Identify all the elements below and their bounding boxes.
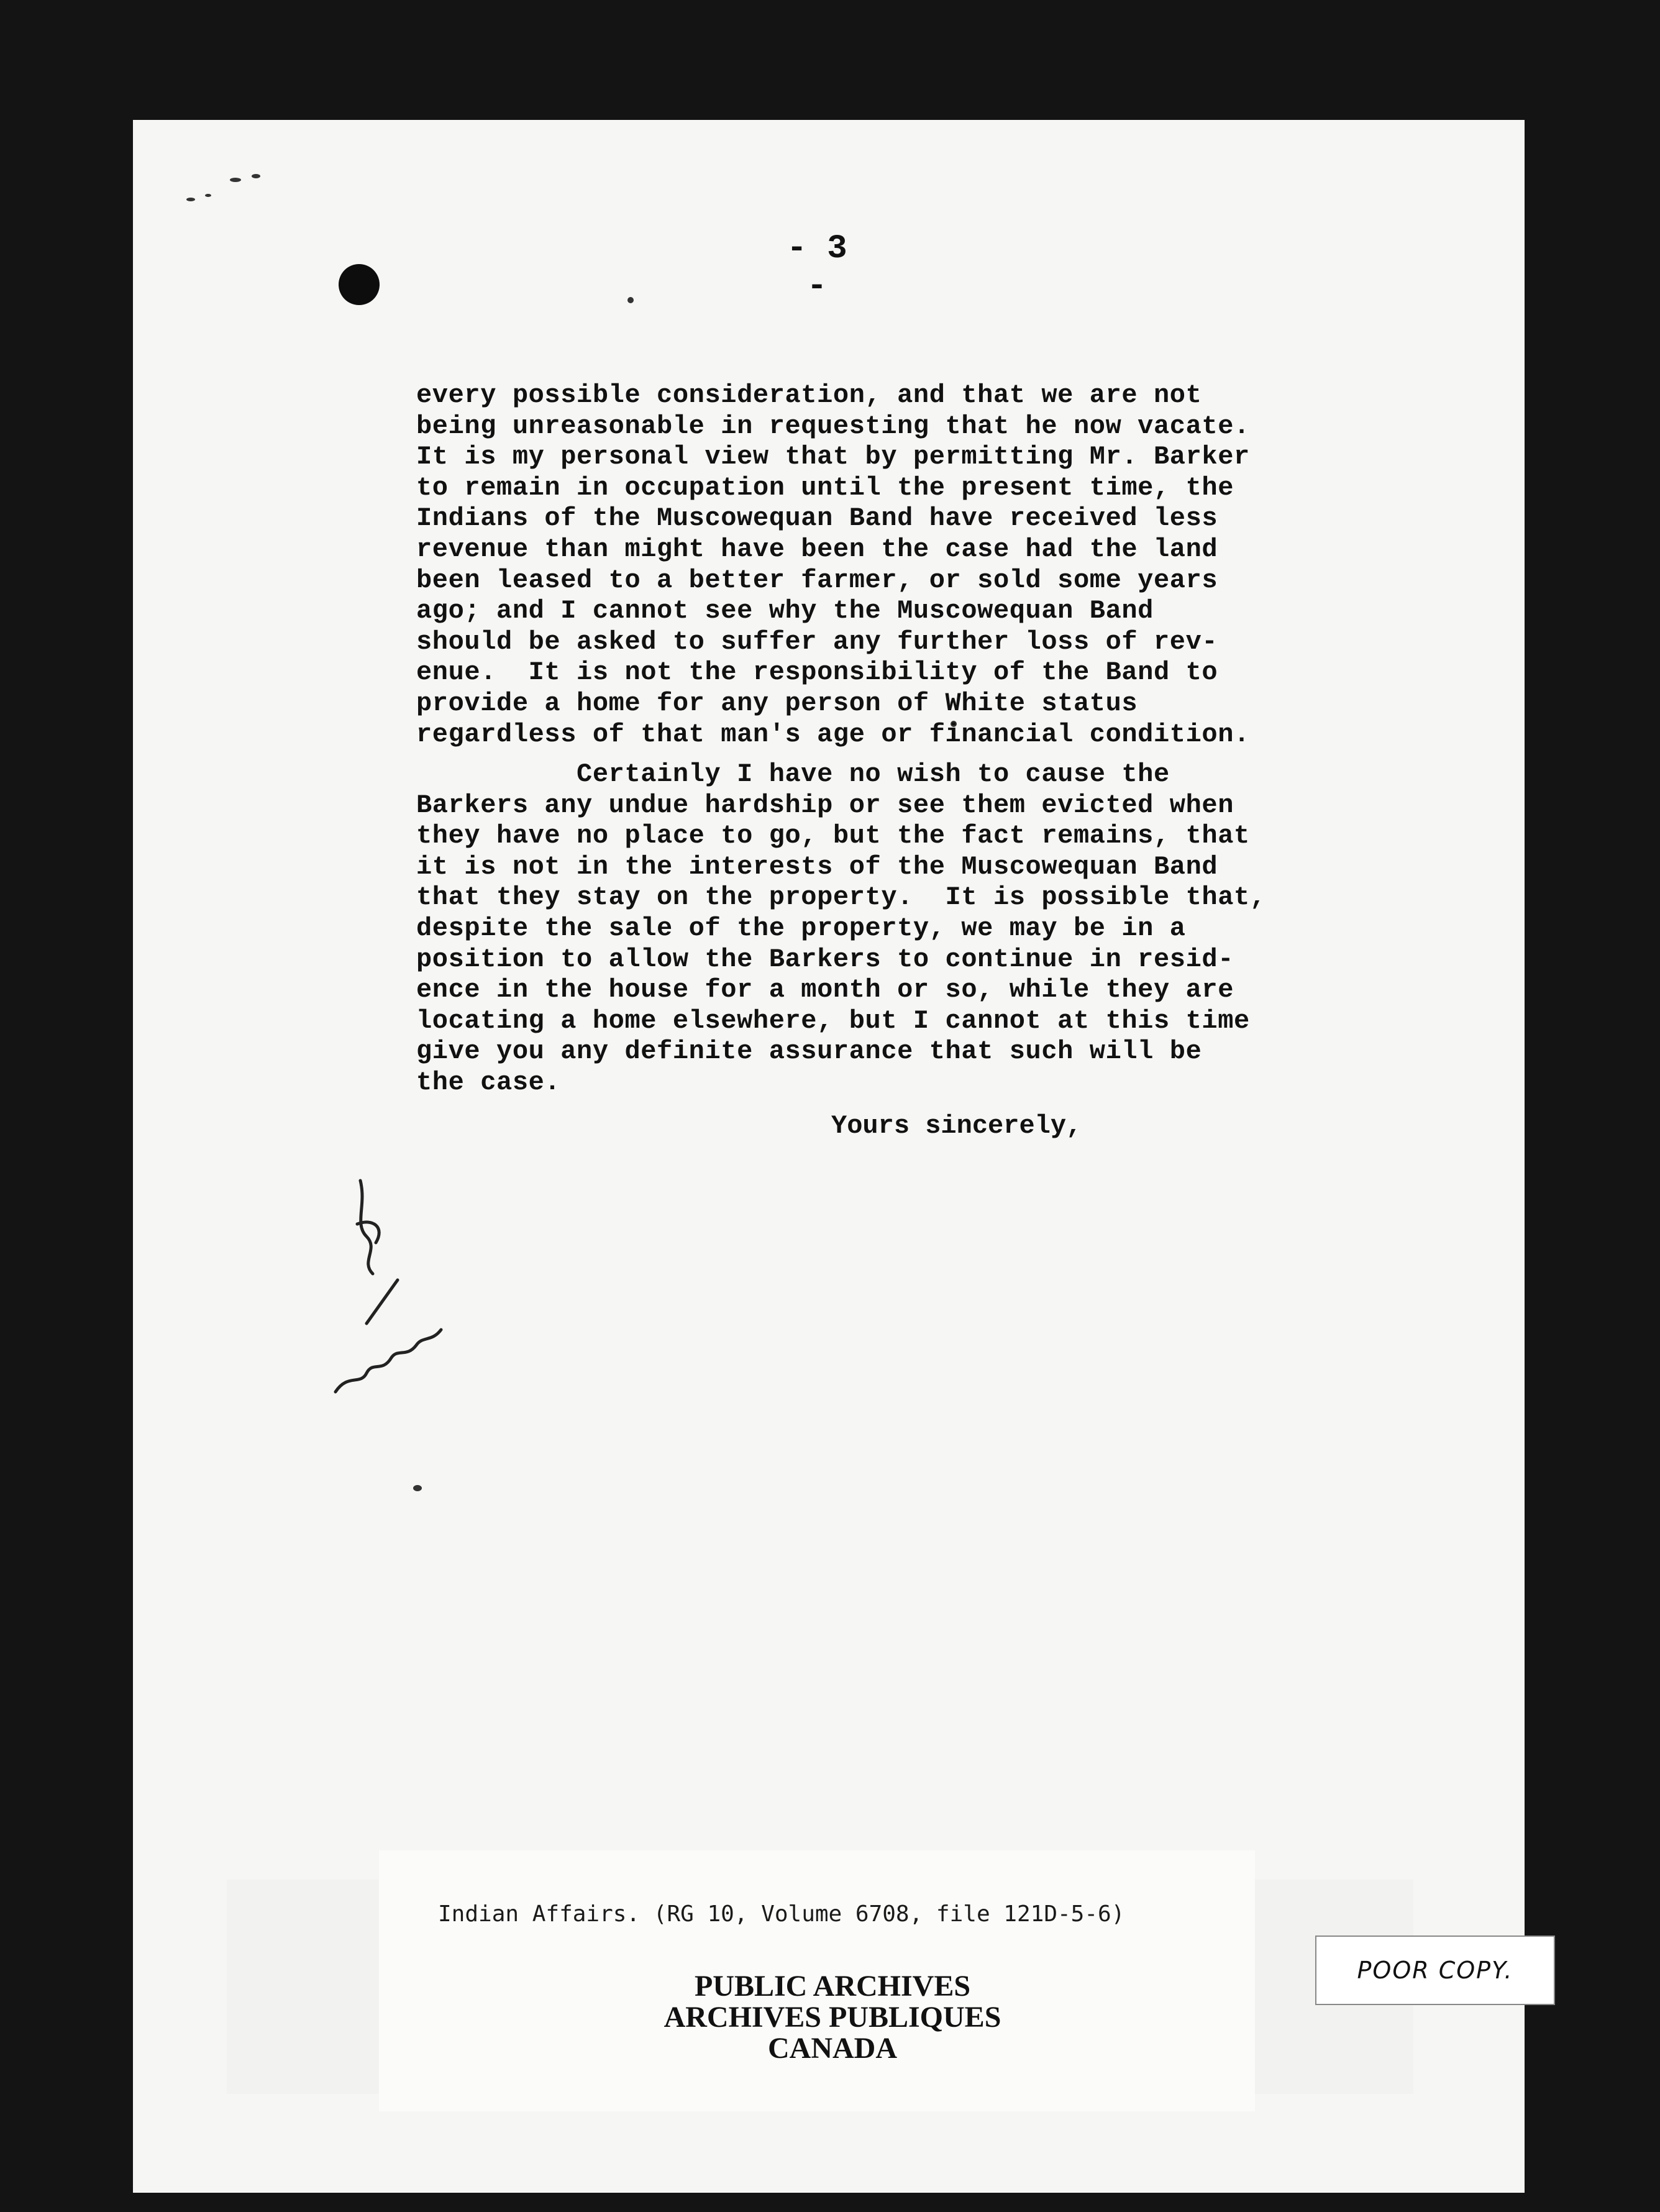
text-line: despite the sale of the property, we may be in a: [416, 913, 1186, 943]
text-line: the case.: [416, 1067, 561, 1097]
text-line: ago; and I cannot see why the Muscowequan Band: [416, 596, 1154, 626]
text-line: should be asked to suffer any further loss of rev-: [416, 626, 1218, 657]
speck: [252, 174, 260, 178]
text-line: Indians of the Muscowequan Band have received less: [416, 503, 1218, 534]
text-line: provide a home for any person of White status: [416, 688, 1138, 718]
text-line: it is not in the interests of the Muscowequan Band: [416, 851, 1218, 882]
speck: [413, 1485, 422, 1491]
text-line: give you any definite assurance that such will be: [416, 1036, 1202, 1067]
text-line: every possible consideration, and that we are not: [416, 380, 1202, 410]
paragraph-1: [416, 380, 1348, 750]
handwritten-initials: [323, 1168, 447, 1429]
page-number: - 3 -: [787, 230, 847, 306]
speck: [205, 194, 211, 197]
text-line: Barkers any undue hardship or see them evicted when: [416, 790, 1234, 820]
archives-line-1: PUBLIC ARCHIVES: [694, 1970, 971, 2003]
paragraph-2: [416, 759, 1348, 1099]
speck: [627, 297, 634, 303]
closing: Yours sincerely,: [831, 1111, 1082, 1141]
archive-reference: Indian Affairs. (RG 10, Volume 6708, file 121D-5-6): [438, 1901, 1125, 1927]
text-line: Certainly I have no wish to cause the: [416, 759, 1170, 789]
text-line: revenue than might have been the case had the land: [416, 534, 1218, 564]
text-line: that they stay on the property. It is possible that,: [416, 882, 1266, 913]
speck: [230, 178, 241, 182]
text-line: position to allow the Barkers to continue in resid-: [416, 944, 1234, 974]
text-line: they have no place to go, but the fact remains, that: [416, 821, 1250, 851]
text-line: locating a home elsewhere, but I cannot at this time: [416, 1005, 1250, 1036]
archives-line-2: ARCHIVES PUBLIQUES: [664, 2001, 1001, 2034]
text-line: being unreasonable in requesting that he now vacate.: [416, 411, 1250, 441]
text-line: to remain in occupation until the present time, the: [416, 472, 1234, 503]
text-line: been leased to a better farmer, or sold some years: [416, 565, 1218, 595]
archives-line-3: CANADA: [768, 2032, 897, 2065]
text-line: enue. It is not the responsibility of the Band to: [416, 657, 1218, 688]
speck: [186, 198, 195, 201]
text-line: ence in the house for a month or so, while they are: [416, 975, 1234, 1005]
poor-copy-stamp: POOR COPY.: [1315, 1936, 1555, 2005]
punch-hole: [339, 264, 380, 305]
archives-title: [615, 1971, 1050, 2064]
text-line: regardless of that man's age or financial condition.: [416, 719, 1250, 749]
text-line: It is my personal view that by permitting Mr. Barker: [416, 442, 1250, 472]
